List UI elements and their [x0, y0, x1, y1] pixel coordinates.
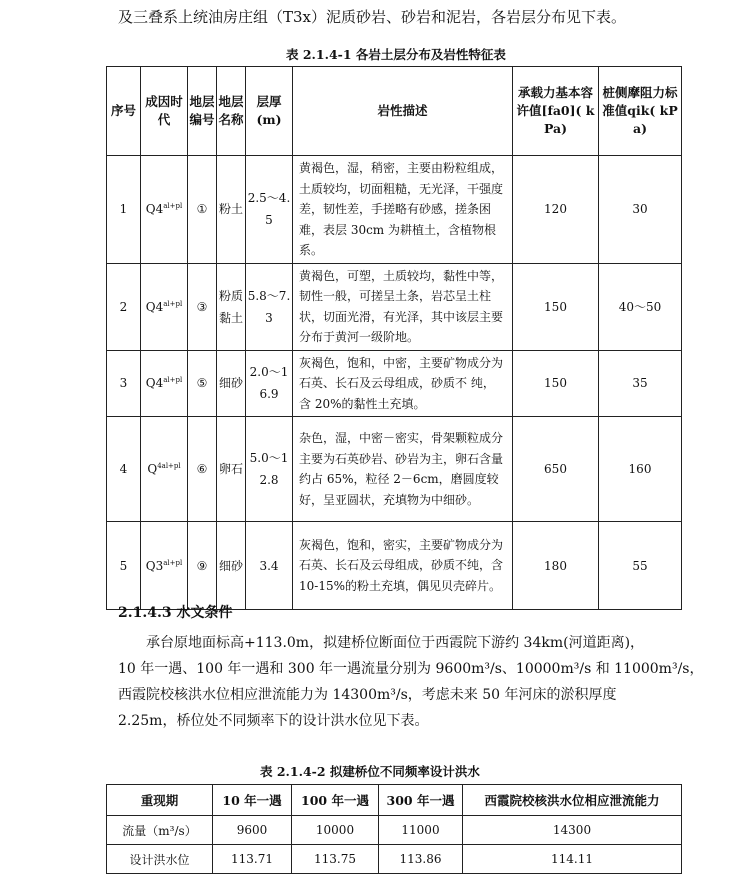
- row-friction: 35: [599, 350, 682, 417]
- row-age: [141, 350, 188, 417]
- row-age: [141, 156, 188, 264]
- age-base: Q4: [145, 202, 164, 217]
- age-base: Q3: [145, 558, 164, 573]
- row-description: 杂色，湿，中密－密实，骨架颗粒成分主要为石英砂岩、砂岩为主，卵石含量约占 65%，粒径 2－6cm，磨圆度较好，呈亚圆状，充填物为中细砂。: [293, 417, 513, 522]
- row-friction: 160: [599, 417, 682, 522]
- cell-value: 10000: [292, 816, 379, 845]
- header-check-flood: 西霞院校核洪水位相应泄流能力: [463, 785, 682, 816]
- row-description: 灰褐色，饱和，中密，主要矿物成分为石英、长石及云母组成，砂质不 纯，含 20%的黏性土充填。: [293, 350, 513, 417]
- row-thickness: 5.0～12.8: [246, 417, 293, 522]
- table1-row: [107, 350, 682, 417]
- header-age: 成因时代: [141, 67, 188, 156]
- paragraph-line: 2.25m，桥位处不同频率下的设计洪水位见下表。: [118, 713, 429, 729]
- row-layer-name: 细砂: [217, 350, 246, 417]
- row-no: 5: [107, 522, 141, 610]
- row-thickness: 5.8～7.3: [246, 263, 293, 350]
- header-friction: 桩侧摩阻力标准值qik( kPa): [599, 67, 682, 156]
- header-description: 岩性描述: [293, 67, 513, 156]
- row-layer-name: 粉土: [217, 156, 246, 264]
- row-thickness: 2.5～4.5: [246, 156, 293, 264]
- row-label: 设计洪水位: [107, 845, 213, 874]
- row-layer-name: 粉质黏土: [217, 263, 246, 350]
- rock-soil-table: [106, 66, 682, 610]
- row-bearing: 150: [513, 350, 599, 417]
- row-friction: 40～50: [599, 263, 682, 350]
- header-300yr: 300 年一遇: [379, 785, 463, 816]
- row-bearing: 150: [513, 263, 599, 350]
- row-no: 4: [107, 417, 141, 522]
- row-label: 流量（m³/s）: [107, 816, 213, 845]
- hydrology-paragraph: [118, 630, 704, 734]
- header-10yr: 10 年一遇: [213, 785, 292, 816]
- row-code: ③: [188, 263, 217, 350]
- table1-row: [107, 522, 682, 610]
- row-bearing: 650: [513, 417, 599, 522]
- cell-value: 113.86: [379, 845, 463, 874]
- row-no: 1: [107, 156, 141, 264]
- table1-header-row: [107, 67, 682, 156]
- cell-value: 14300: [463, 816, 682, 845]
- row-thickness: 3.4: [246, 522, 293, 610]
- paragraph-line: 10 年一遇、100 年一遇和 300 年一遇流量分别为 9600m³/s、10000m³/s 和 11000m³/s，: [118, 661, 704, 677]
- table1-row: [107, 156, 682, 264]
- header-name: 地层名称: [217, 67, 246, 156]
- row-friction: 55: [599, 522, 682, 610]
- cell-value: 113.71: [213, 845, 292, 874]
- row-no: 2: [107, 263, 141, 350]
- age-base: Q4: [145, 299, 164, 314]
- row-age: [141, 522, 188, 610]
- row-code: ⑤: [188, 350, 217, 417]
- row-layer-name: 卵石: [217, 417, 246, 522]
- paragraph-line: 承台原地面标高+113.0m，拟建桥位断面位于西霞院下游约 34km(河道距离)，: [146, 635, 645, 651]
- age-sup: al+pl: [163, 299, 183, 308]
- intro-line: 及三叠系上统油房庄组（T3x）泥质砂岩、砂岩和泥岩，各岩层分布见下表。: [118, 8, 627, 26]
- row-code: ⑨: [188, 522, 217, 610]
- table2-header-row: [107, 785, 682, 816]
- row-age: [141, 263, 188, 350]
- row-bearing: 120: [513, 156, 599, 264]
- header-code: 地层编号: [188, 67, 217, 156]
- age-sup: al+pl: [163, 376, 183, 385]
- header-100yr: 100 年一遇: [292, 785, 379, 816]
- row-description: 黄褐色，可塑，土质较均，黏性中等，韧性一般，可搓呈土条，岩芯呈土柱状，切面光滑，有光泽，其中该层主要分布于黄河一级阶地。: [293, 263, 513, 350]
- age-sup: 4al+pl: [157, 462, 181, 470]
- age-base: Q: [147, 462, 158, 476]
- cell-value: 114.11: [463, 845, 682, 874]
- row-thickness: 2.0～16.9: [246, 350, 293, 417]
- row-code: ⑥: [188, 417, 217, 522]
- table1-row: [107, 263, 682, 350]
- row-code: ①: [188, 156, 217, 264]
- table1-caption: 表 2.1.4-1 各岩土层分布及岩性特征表: [286, 47, 506, 62]
- row-no: 3: [107, 350, 141, 417]
- section-title: 2.1.4.3 水文条件: [118, 605, 233, 621]
- row-friction: 30: [599, 156, 682, 264]
- table2-row: [107, 845, 682, 874]
- row-bearing: 180: [513, 522, 599, 610]
- header-return-period: 重现期: [107, 785, 213, 816]
- cell-value: 113.75: [292, 845, 379, 874]
- paragraph-line: 西霞院校核洪水位相应泄流能力为 14300m³/s，考虑未来 50 年河床的淤积厚度: [118, 687, 617, 703]
- age-sup: al+pl: [163, 202, 183, 211]
- table2-caption: 表 2.1.4-2 拟建桥位不同频率设计洪水: [260, 764, 480, 779]
- cell-value: 9600: [213, 816, 292, 845]
- row-description: 黄褐色，湿，稍密，主要由粉粒组成，土质较均，切面粗糙，无光泽，干强度差，韧性差，手搓略有砂感，搓条困难，表层 30cm 为耕植土，含植物根系。: [293, 156, 513, 264]
- header-bearing: 承载力基本容许值[fa0]( kPa): [513, 67, 599, 156]
- header-no: 序号: [107, 67, 141, 156]
- age-base: Q4: [145, 376, 164, 391]
- row-description: 灰褐色，饱和，密实，主要矿物成分为石英、长石及云母组成，砂质不纯，含 10-15%的粉土充填，偶见贝壳碎片。: [293, 522, 513, 610]
- age-sup: al+pl: [163, 558, 183, 567]
- row-age: [141, 417, 188, 522]
- row-layer-name: 细砂: [217, 522, 246, 610]
- cell-value: 11000: [379, 816, 463, 845]
- table2-row: [107, 816, 682, 845]
- table1-row: [107, 417, 682, 522]
- flood-level-table: [106, 784, 682, 874]
- header-thickness: 层厚(m): [246, 67, 293, 156]
